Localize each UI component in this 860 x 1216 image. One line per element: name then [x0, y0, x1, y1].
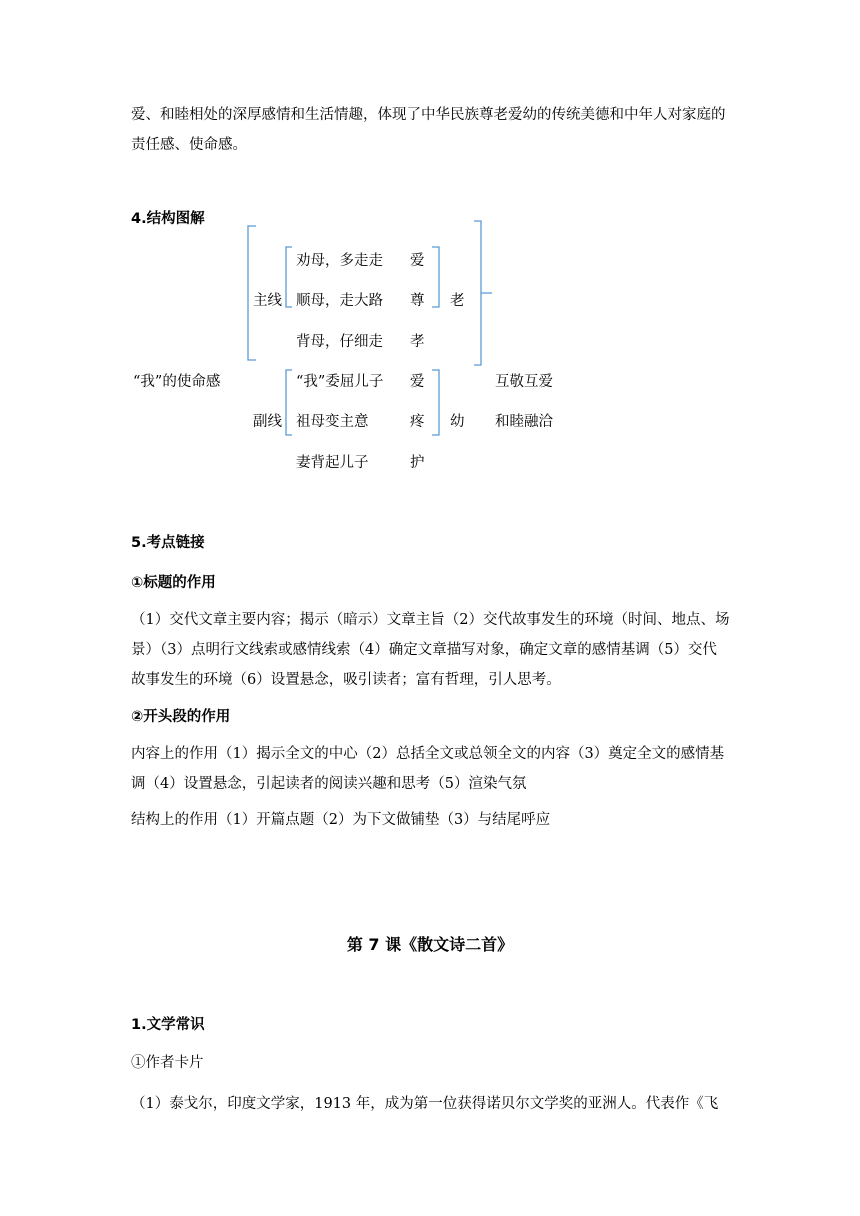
title-function-body: （1）交代文章主要内容；揭示（暗示）文章主旨（2）交代故事发生的环境（时间、地点、场景）（3）点明行文线索或感情线索（4）确定文章描写对象，确定文章的感情基调（5）交代故事发生的环境（6）设置悬念，吸引读者；富有哲理，引人思考。: [131, 612, 730, 688]
sub-key-2: 疼: [410, 414, 425, 430]
lesson7-heading: 1.文学常识: [131, 1017, 205, 1033]
author-card-body: （1）泰戈尔，印度文学家，1913 年，成为第一位获得诺贝尔文学奖的亚洲人。代表作《飞: [131, 1096, 719, 1112]
intro-paragraph: 爱、和睦相处的深厚感情和生活情趣，体现了中华民族尊老爱幼的传统美德和中年人对家庭的责任感、使命感。: [131, 107, 726, 153]
sub-keys-bracket: [432, 370, 439, 435]
main-item-3: 背母，仔细走: [296, 334, 383, 350]
main-item-2: 顺母，走大路: [296, 293, 383, 309]
main-key-3: 孝: [410, 334, 425, 350]
section4-heading: 4.结构图解: [131, 211, 205, 227]
lesson7-title: 第 7 课《散文诗二首》: [346, 935, 514, 954]
sub-key-1: 爱: [410, 374, 425, 390]
main-key-2: 尊: [410, 293, 425, 309]
opening-content-body: 内容上的作用（1）揭示全文的中心（2）总括全文或总领全文的内容（3）奠定全文的感情基调（4）设置悬念，引起读者的阅读兴趣和思考（5）渲染气氛: [131, 746, 725, 792]
main-summary: 老: [450, 293, 465, 309]
title-function-heading: ①标题的作用: [131, 575, 216, 591]
main-key-1: 爱: [410, 253, 425, 269]
opening-structure-body: 结构上的作用（1）开篇点题（2）为下文做铺垫（3）与结尾呼应: [131, 812, 551, 828]
sub-line-bracket: [286, 370, 292, 435]
diagram-root: “我”的使命感: [133, 374, 221, 390]
result-2: 和睦融洽: [495, 414, 553, 430]
diagram-brackets: [0, 0, 860, 520]
sub-item-2: 祖母变主意: [296, 414, 369, 430]
sub-key-3: 护: [410, 455, 425, 471]
sub-item-1: “我”委屈儿子: [296, 374, 384, 390]
opening-function-heading: ②开头段的作用: [131, 709, 231, 725]
main-keys-bracket: [432, 247, 439, 307]
section5-heading: 5.考点链接: [131, 535, 205, 551]
sub-summary: 幼: [450, 414, 465, 430]
main-line-label: 主线: [253, 293, 282, 309]
author-card-heading: ①作者卡片: [131, 1055, 204, 1071]
result-1: 互敬互爱: [495, 374, 553, 390]
main-item-1: 劝母，多走走: [296, 253, 383, 269]
outer-right-bracket: [474, 221, 492, 365]
main-line-inner-bracket: [286, 247, 292, 307]
sub-item-3: 妻背起儿子: [296, 455, 369, 471]
sub-line-label: 副线: [253, 414, 282, 430]
